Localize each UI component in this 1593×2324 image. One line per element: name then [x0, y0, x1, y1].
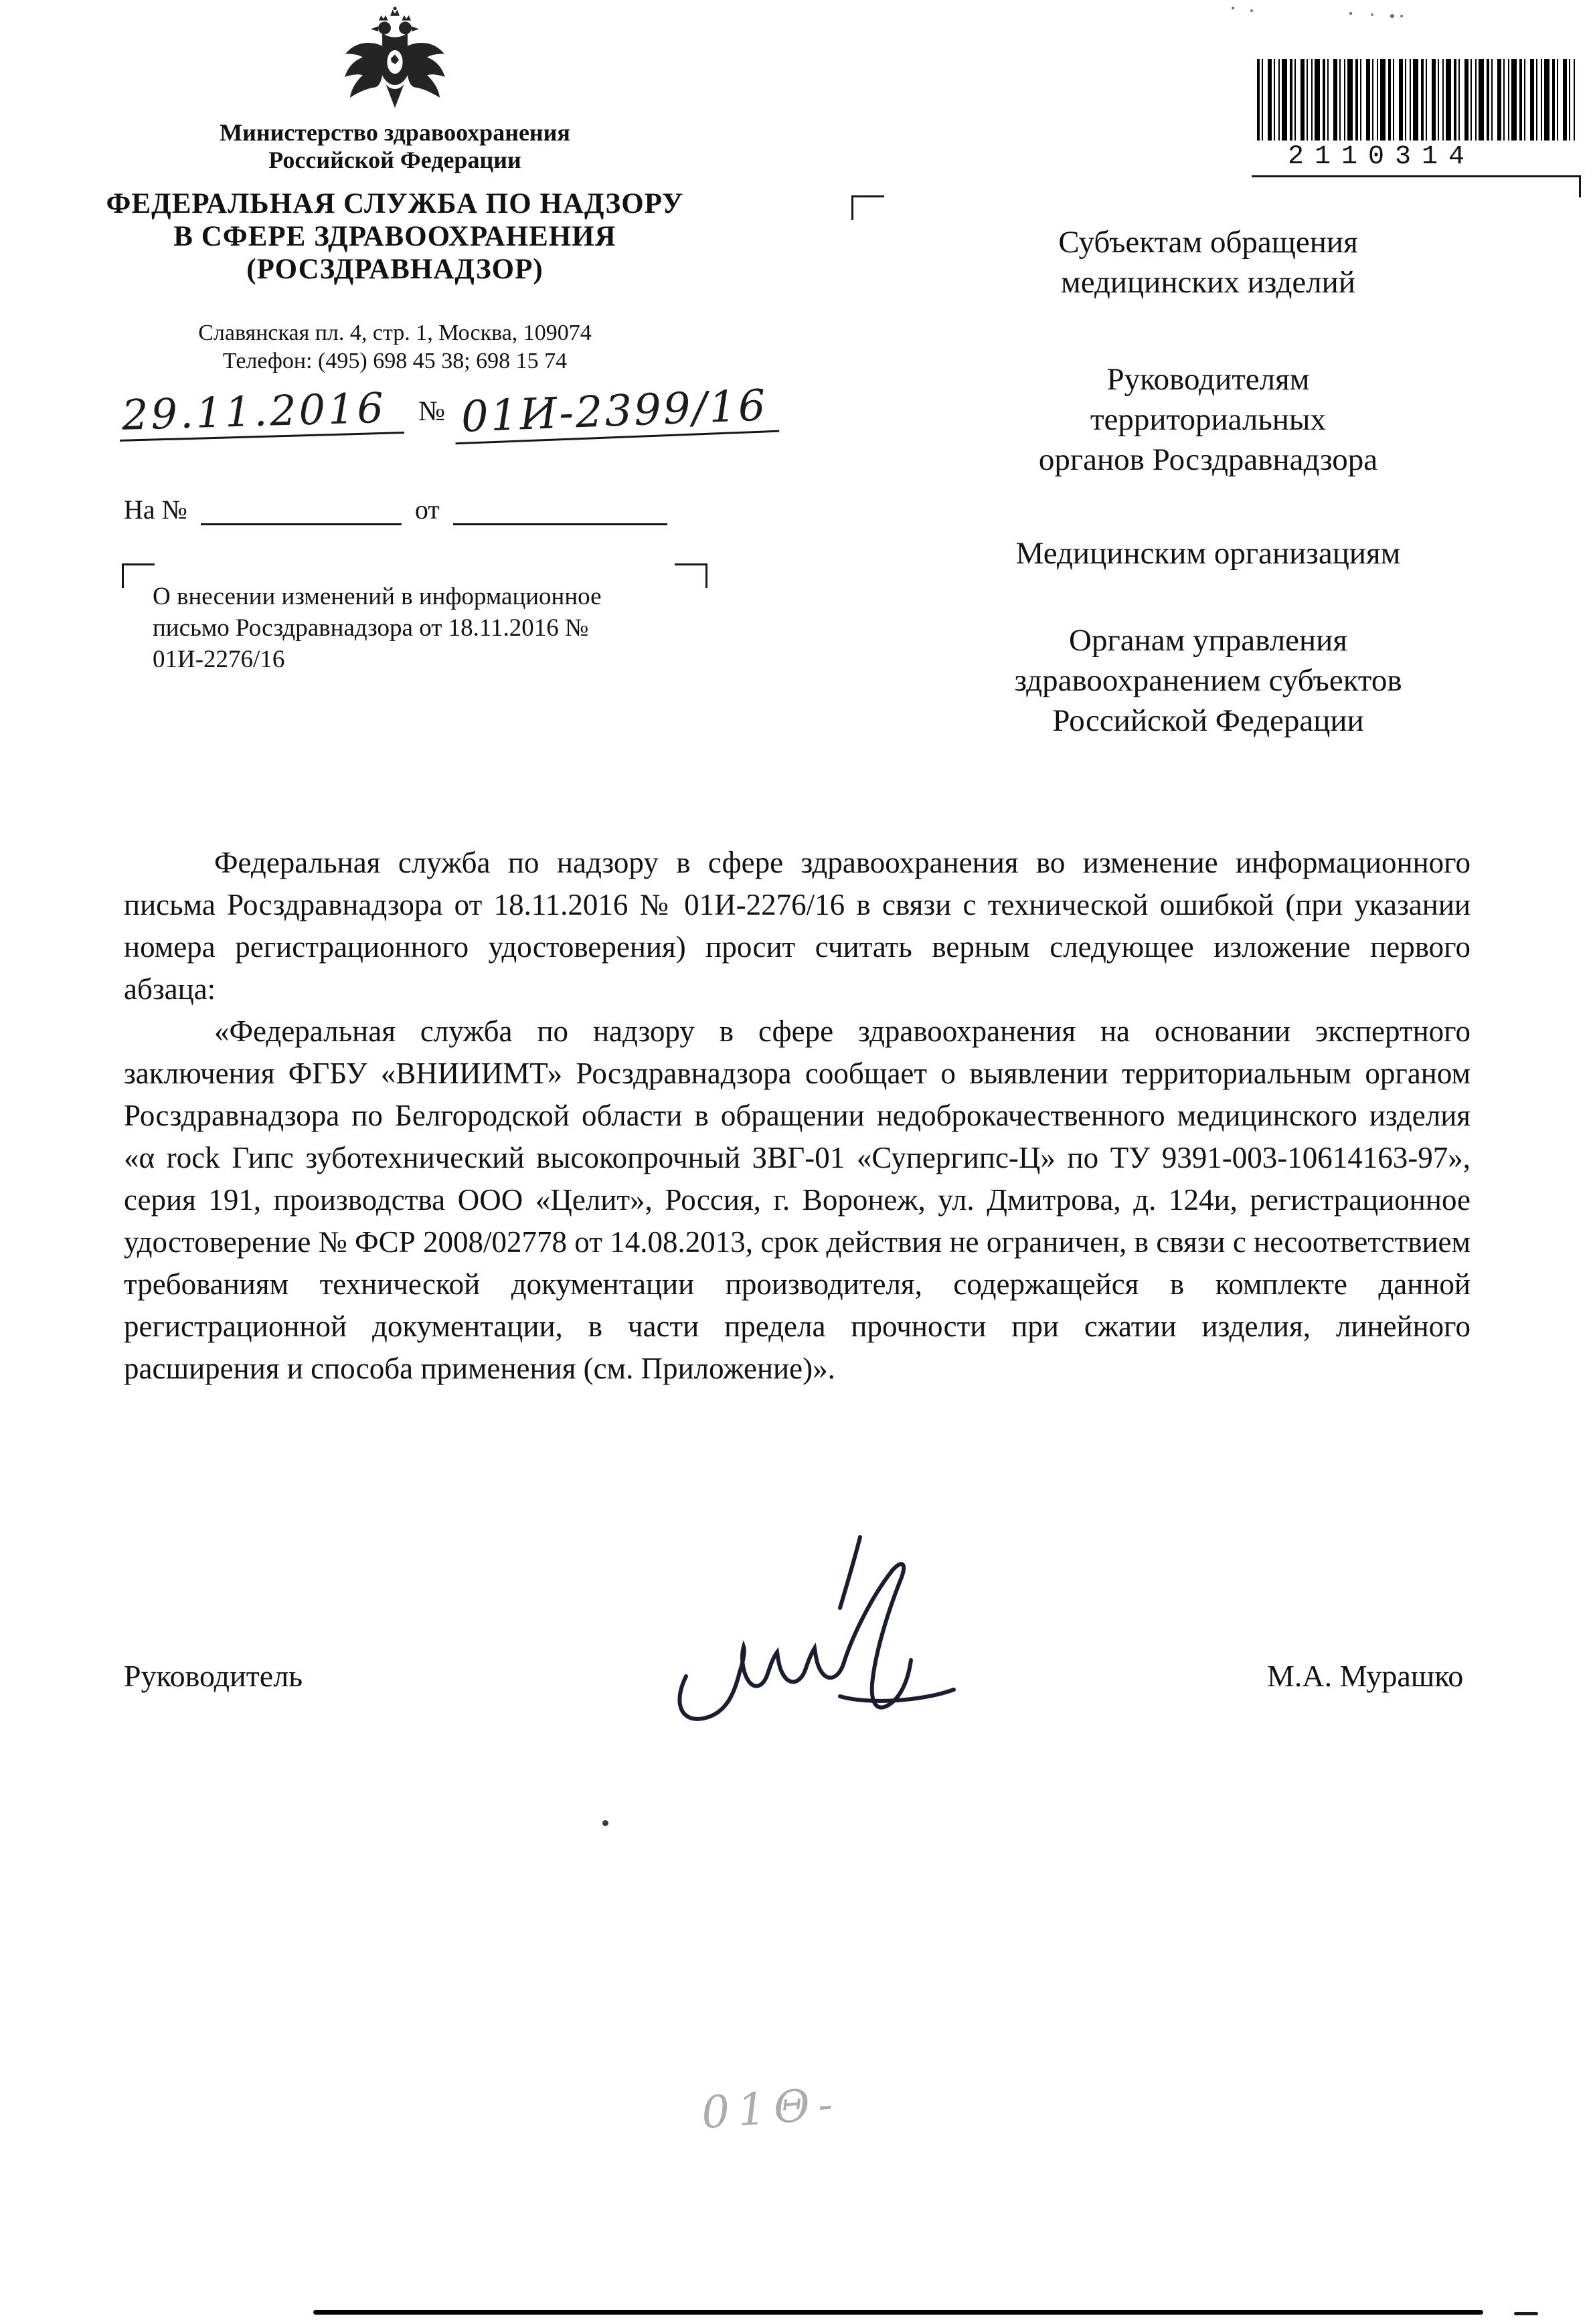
agency-name: [94, 187, 696, 286]
recipients-block: [840, 222, 1576, 741]
recipient-corner-left: [851, 195, 884, 220]
recipient-health-authorities: [840, 620, 1576, 741]
barcode-bars: [1257, 59, 1577, 141]
ministry-line-2: Российской Федерации: [268, 147, 521, 173]
recipient-line: органов Росздравнадзора: [1038, 442, 1378, 477]
recipient-territorial-heads: [840, 359, 1576, 480]
subject-corner-right: [675, 563, 707, 588]
body-paragraph-1: Федеральная служба по надзору в сфере здравоохранения во изменение информационного письма Росздравнадзора от 18.11.2016 № 01И-2276/16 в связи с технической ошибкой (при указании номера регистрационного удостоверения) просит считать верным следующее изложение первого абзаца:: [124, 846, 1471, 1006]
ministry-line-1: Министерство здравоохранения: [220, 119, 570, 146]
recipient-line: медицинских изделий: [1060, 265, 1355, 300]
recipient-line: Российской Федерации: [1052, 703, 1364, 738]
number-sign: №: [418, 396, 446, 427]
handwritten-signature: [639, 1529, 1014, 1770]
ref-prefix: На №: [124, 495, 187, 525]
recipient-zone-topline: [1252, 175, 1581, 197]
contact-block: [94, 319, 696, 375]
handwritten-date: 29.11.2016: [118, 383, 404, 442]
recipient-medical-organizations: [840, 533, 1576, 573]
scan-edge-line-short: [1514, 2312, 1538, 2315]
recipient-line: территориальных: [1090, 402, 1327, 437]
signer-title: Руководитель: [124, 1659, 303, 1693]
recipient-line: Медицинским организациям: [1015, 536, 1401, 571]
ref-date-blank: [453, 495, 667, 525]
date-number-line: [119, 381, 829, 442]
faint-stamp-mark: 01Θ-: [699, 2077, 843, 2139]
recipient-medical-device-subjects: [840, 222, 1576, 302]
signer-name: М.А. Мурашко: [1267, 1659, 1464, 1693]
handwritten-outgoing-number: 01И-2399/16: [454, 381, 779, 445]
scan-edge-line: [313, 2310, 1483, 2315]
phone-line: Телефон: (495) 698 45 38; 698 15 74: [222, 349, 568, 373]
ref-from-label: от: [414, 495, 440, 525]
postal-address: Славянская пл. 4, стр. 1, Москва, 109074: [198, 321, 592, 345]
letter-subject: О внесении изменений в информационное письмо Росздравнадзора от 18.11.2016 № 01И-2276/16: [153, 583, 602, 673]
body-paragraph-2: «Федеральная служба по надзору в сфере здравоохранения на основании экспертного заключения ФГБУ «ВНИИИМТ» Росздравнадзора сообщает о выявлении территориальным органом Росздравнадзора по Белгородской области в обращении недоброкачественного медицинского изделия «α rock Гипс зуботехнический высокопрочный ЗВГ-01 «Супергипс-Ц» по ТУ 9391-003-10614163-97», серия 191, производства ООО «Целит», Россия, г. Воронеж, ул. Дмитрова, д. 124и, регистрационное удостоверение № ФСР 2008/02778 от 14.08.2013, срок действия не ограничен, в связи с несоответствием требованиям технической документации производителя, содержащейся в комплекте данной регистрационной документации, в части предела прочности при сжатии изделия, линейного расширения и способа применения (см. Приложение)».: [124, 1014, 1471, 1385]
barcode-number: 2110314: [1288, 142, 1476, 172]
recipient-line: Субъектам обращения: [1058, 225, 1358, 260]
agency-line-3: (РОСЗДРАВНАДЗОР): [246, 254, 543, 285]
recipient-line: Руководителям: [1106, 362, 1310, 397]
recipient-line: здравоохранением субъектов: [1014, 663, 1402, 698]
coat-of-arms-emblem: [337, 3, 452, 118]
reference-line: [124, 494, 667, 525]
scan-specks: [1232, 7, 1234, 9]
ref-number-blank: [201, 495, 402, 525]
agency-line-1: ФЕДЕРАЛЬНАЯ СЛУЖБА ПО НАДЗОРУ: [106, 188, 684, 219]
recipient-line: Органам управления: [1069, 623, 1347, 658]
scan-dot: [602, 1820, 608, 1826]
letter-body: [124, 842, 1471, 1390]
subject-corner-left: [122, 563, 155, 588]
barcode: [1257, 59, 1577, 172]
letterhead: [94, 0, 696, 375]
agency-line-2: В СФЕРЕ ЗДРАВООХРАНЕНИЯ: [173, 221, 616, 252]
